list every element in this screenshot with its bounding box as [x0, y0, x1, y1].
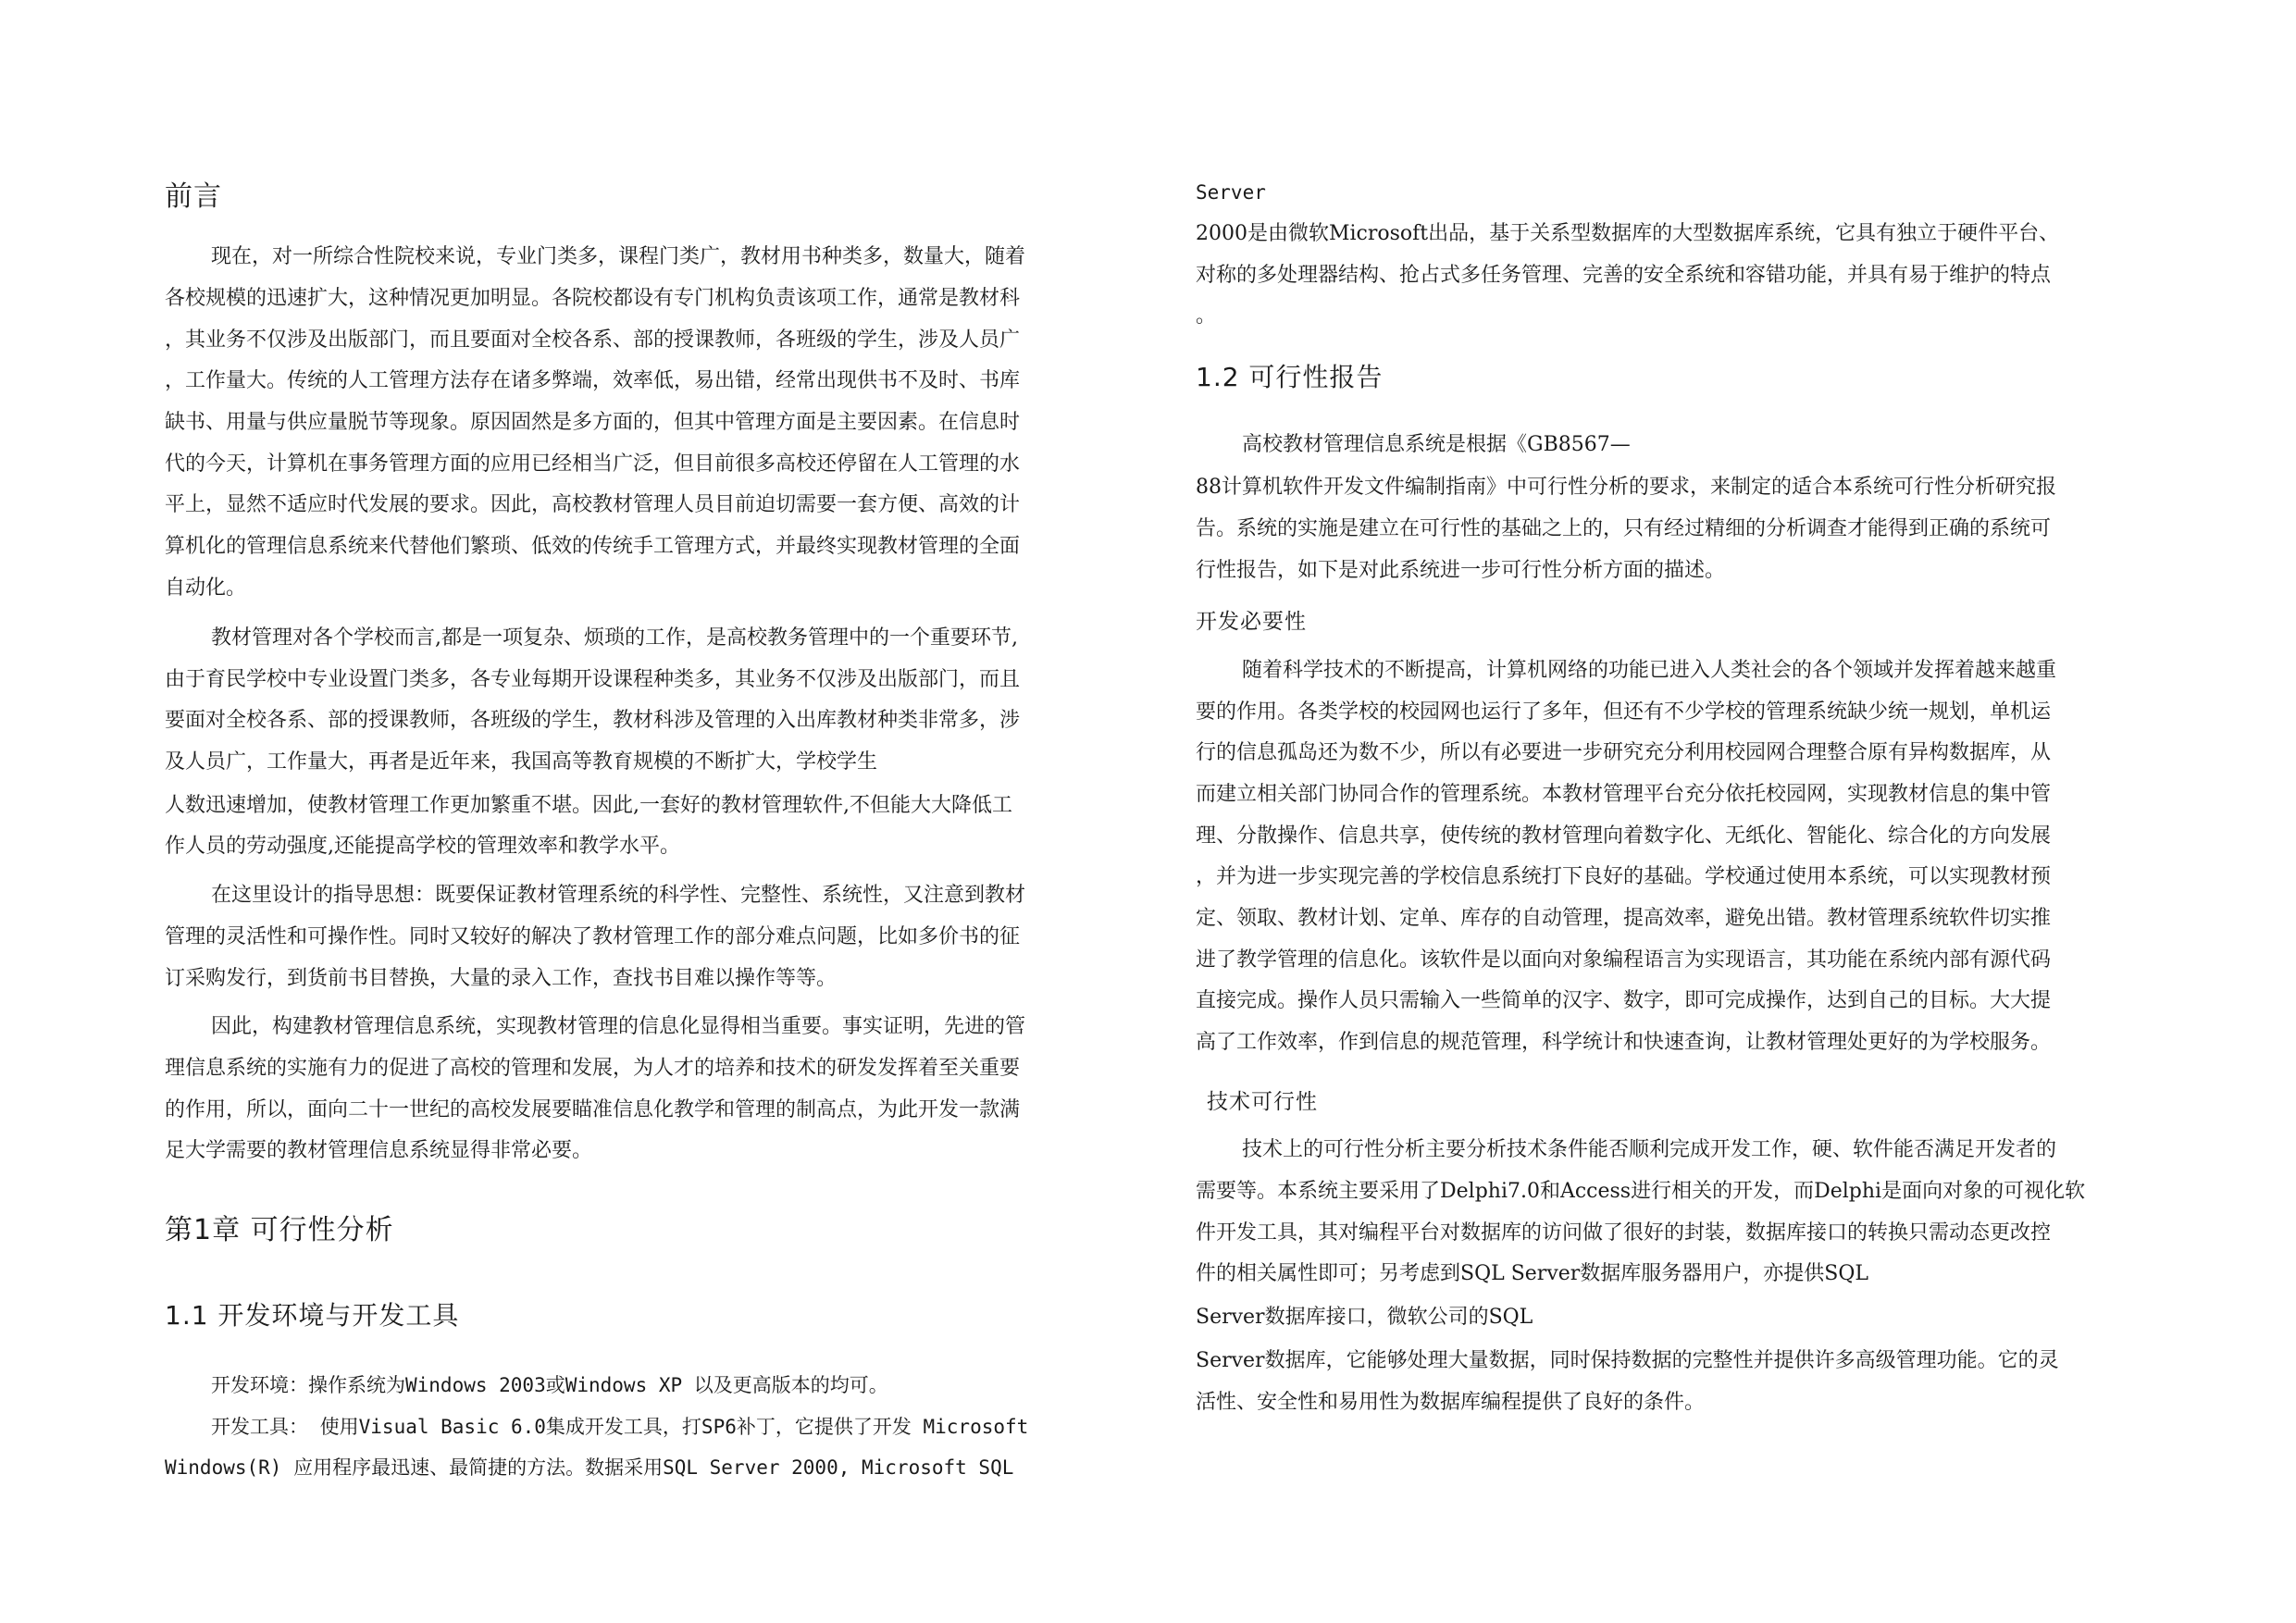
text-line: 理、分散操作、信息共享，使传统的教材管理向着数字化、无纸化、智能化、综合化的方向发展	[1196, 824, 2052, 848]
text-line: 活性、安全性和易用性为数据库编程提供了良好的条件。	[1196, 1391, 1706, 1414]
subsection-title: 技术可行性	[1207, 1090, 1318, 1114]
text-line: 。	[1196, 304, 1217, 328]
text-line: 对称的多处理器结构、抢占式多任务管理、完善的安全系统和容错功能，并具有易于维护的特点	[1196, 264, 2052, 287]
text-line: 件的相关属性即可；另考虑到SQL Server数据库服务器用户，亦提供SQL	[1196, 1262, 1869, 1285]
text-line: 由于育民学校中专业设置门类多，各专业每期开设课程种类多，其业务不仅涉及出版部门，而且	[165, 668, 1021, 691]
text-line: 88计算机软件开发文件编制指南》中可行性分析的要求，来制定的适合本系统可行性分析研究报	[1196, 476, 2056, 499]
subsection-title: 开发必要性	[1196, 610, 1307, 634]
text-line: Server	[1196, 181, 1266, 204]
text-line: 开发环境：操作系统为Windows 2003或Windows XP 以及更高版本的均可。	[211, 1374, 888, 1396]
text-line: 行性报告，如下是对此系统进一步可行性分析方面的描述。	[1196, 559, 1726, 582]
text-line: 在这里设计的指导思想：既要保证教材管理系统的科学性、完整性、系统性，又注意到教材	[211, 884, 1026, 907]
text-line: 缺书、用量与供应量脱节等现象。原因固然是多方面的，但其中管理方面是主要因素。在信息时	[165, 411, 1021, 434]
text-line: 因此，构建教材管理信息系统，实现教材管理的信息化显得相当重要。事实证明，先进的管	[211, 1015, 1026, 1038]
text-line: 进了教学管理的信息化。该软件是以面向对象编程语言为实现语言，其功能在系统内部有源代码	[1196, 948, 2052, 972]
text-line: 随着科学技术的不断提高，计算机网络的功能已进入人类社会的各个领域并发挥着越来越重	[1242, 659, 2057, 682]
text-line: 要面对全校各系、部的授课教师，各班级的学生，教材科涉及管理的入出库教材种类非常多，涉	[165, 709, 1021, 732]
text-line: 技术上的可行性分析主要分析技术条件能否顺利完成开发工作，硬、软件能否满足开发者的	[1242, 1138, 2057, 1161]
text-line: 高校教材管理信息系统是根据《GB8567—	[1242, 433, 1631, 456]
text-line: 件开发工具，其对编程平台对数据库的访问做了很好的封装，数据库接口的转换只需动态更改控	[1196, 1221, 2052, 1245]
text-line: 平上，显然不适应时代发展的要求。因此，高校教材管理人员目前迫切需要一套方便、高效的计	[165, 493, 1021, 516]
text-line: 理信息系统的实施有力的促进了高校的管理和发展，为人才的培养和技术的研发发挥着至关重要	[165, 1057, 1021, 1080]
text-line: ，其业务不仅涉及出版部门，而且要面对全校各系、部的授课教师，各班级的学生，涉及人员广	[165, 328, 1021, 352]
text-line: 管理的灵活性和可操作性。同时又较好的解决了教材管理工作的部分难点问题，比如多价书的征	[165, 925, 1021, 948]
text-line: ，工作量大。传统的人工管理方法存在诸多弊端，效率低，易出错，经常出现供书不及时、书库	[165, 369, 1021, 392]
text-line: 作人员的劳动强度,还能提高学校的管理效率和教学水平。	[165, 835, 680, 858]
text-line: 足大学需要的教材管理信息系统显得非常必要。	[165, 1139, 593, 1162]
text-line: 各校规模的迅速扩大，这种情况更加明显。各院校都设有专门机构负责该项工作，通常是教材科	[165, 287, 1021, 310]
text-line: 及人员广，工作量大，再者是近年来，我国高等教育规模的不断扩大，学校学生	[165, 750, 878, 774]
chapter-title: 第1章 可行性分析	[165, 1214, 394, 1246]
text-line: Server数据库，它能够处理大量数据，同时保持数据的完整性并提供许多高级管理功能。它的灵	[1196, 1349, 2059, 1372]
text-line: 行的信息孤岛还为数不少，所以有必要进一步研究充分利用校园网合理整合原有异构数据库，从	[1196, 741, 2052, 764]
text-line: 要的作用。各类学校的校园网也运行了多年，但还有不少学校的管理系统缺少统一规划，单机运	[1196, 700, 2052, 724]
section-title: 1.2 可行性报告	[1196, 362, 1384, 392]
text-line: 算机化的管理信息系统来代替他们繁琐、低效的传统手工管理方式，并最终实现教材管理的全面	[165, 535, 1021, 558]
text-line: 而建立相关部门协同合作的管理系统。本教材管理平台充分依托校园网，实现教材信息的集中管	[1196, 783, 2052, 806]
text-line: 直接完成。操作人员只需输入一些简单的汉字、数字，即可完成操作，达到自己的目标。大大提	[1196, 989, 2052, 1012]
text-line: 代的今天，计算机在事务管理方面的应用已经相当广泛，但目前很多高校还停留在人工管理的水	[165, 452, 1021, 476]
text-line: 高了工作效率，作到信息的规范管理，科学统计和快速查询，让教材管理处更好的为学校服务。	[1196, 1031, 2052, 1054]
preface-title: 前言	[165, 180, 222, 213]
text-line: 需要等。本系统主要采用了Delphi7.0和Access进行相关的开发，而Delphi是面向对象的可视化软	[1196, 1180, 2086, 1203]
text-line: Server数据库接口，微软公司的SQL	[1196, 1306, 1533, 1329]
text-line: 自动化。	[165, 576, 247, 600]
text-line: Windows(R) 应用程序最迅速、最简捷的方法。数据采用SQL Server 2000, Microsoft SQL	[165, 1456, 1014, 1479]
text-line: ，并为进一步实现完善的学校信息系统打下良好的基础。学校通过使用本系统，可以实现教材预	[1196, 865, 2052, 888]
text-line: 的作用，所以，面向二十一世纪的高校发展要瞄准信息化教学和管理的制高点，为此开发一款满	[165, 1098, 1021, 1121]
section-title: 1.1 开发环境与开发工具	[165, 1300, 460, 1331]
text-line: 2000是由微软Microsoft出品，基于关系型数据库的大型数据库系统，它具有独立于硬件平台、	[1196, 222, 2060, 245]
text-line: 开发工具： 使用Visual Basic 6.0集成开发工具，打SP6补丁，它提供了开发 Microsoft	[211, 1416, 1029, 1438]
text-line: 现在，对一所综合性院校来说，专业门类多，课程门类广，教材用书种类多，数量大，随着	[211, 245, 1026, 268]
text-line: 定、领取、教材计划、定单、库存的自动管理，提高效率，避免出错。教材管理系统软件切实推	[1196, 907, 2052, 930]
text-line: 告。系统的实施是建立在可行性的基础之上的，只有经过精细的分析调查才能得到正确的系统可	[1196, 517, 2052, 540]
text-line: 教材管理对各个学校而言,都是一项复杂、烦琐的工作，是高校教务管理中的一个重要环节,	[211, 626, 1018, 650]
text-line: 人数迅速增加，使教材管理工作更加繁重不堪。因此,一套好的教材管理软件,不但能大大降低工	[165, 794, 1012, 817]
text-line: 订采购发行，到货前书目替换，大量的录入工作，查找书目难以操作等等。	[165, 967, 838, 990]
